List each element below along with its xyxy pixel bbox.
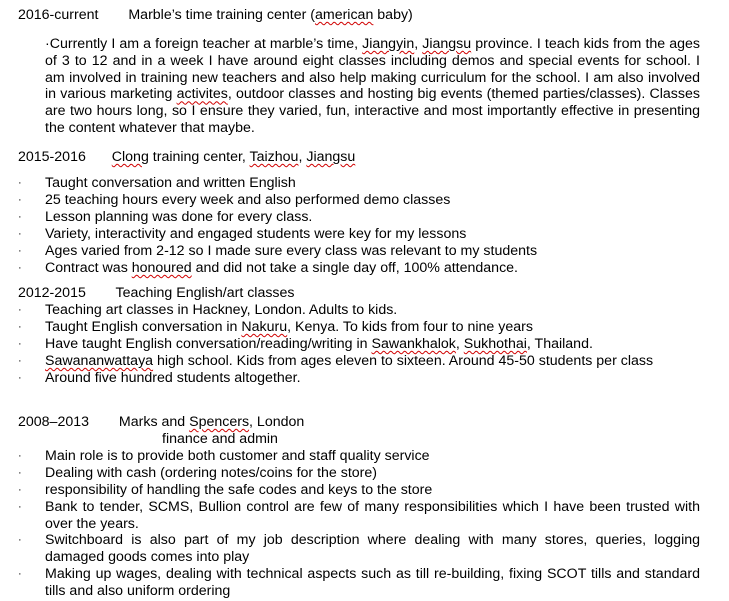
section-2-years: 2015-2016 xyxy=(18,149,86,165)
bullet: · xyxy=(18,501,22,513)
section-2-title-c: Taizhou xyxy=(249,149,299,165)
list-item: Ages varied from 2-12 so I made sure every class was relevant to my students xyxy=(45,243,538,259)
p1-text-a: ·Currently I am a foreign teacher at marble’s time, xyxy=(45,36,363,52)
bullet: · xyxy=(18,372,22,384)
p1-text-c: , xyxy=(414,36,423,52)
item-text-c: high school. Kids from ages eleven to sixteen. Around 45-50 students per class xyxy=(153,353,654,369)
bullet: · xyxy=(18,568,22,580)
list-item: Variety, interactivity and engaged students were key for my lessons xyxy=(45,226,467,242)
section-4-title-b: Spencers xyxy=(189,414,250,430)
section-2-title-d: , xyxy=(298,149,307,165)
list-item: Making up wages, dealing with technical aspects such as till re-building, fixing SCOT tills and standard tills and also uniform ordering xyxy=(45,566,700,599)
bullet: · xyxy=(18,177,22,189)
section-1-title-c: baby) xyxy=(373,7,413,23)
section-3-heading xyxy=(18,285,295,302)
section-4-years: 2008–2013 xyxy=(18,414,90,430)
list-item: Switchboard is also part of my job description where dealing with many stores, queries, logging damaged goods comes into play xyxy=(45,532,700,565)
list-item: Dealing with cash (ordering notes/coins for the store) xyxy=(45,465,377,481)
section-2-title-e: Jiangsu xyxy=(306,149,356,165)
list-item: 25 teaching hours every week and also performed demo classes xyxy=(45,192,451,208)
list-item: Around five hundred students altogether. xyxy=(45,370,301,386)
item-text-b: Sawankhalok xyxy=(371,336,456,352)
item-text-b: Sawananwattaya xyxy=(45,353,154,369)
bullet: · xyxy=(18,534,22,546)
list-item xyxy=(45,319,533,336)
item-text-e: , Thailand. xyxy=(526,336,593,352)
item-text-a: Taught English conversation in xyxy=(45,319,242,335)
bullet: · xyxy=(18,304,22,316)
section-2-title-b: training center, xyxy=(148,149,250,165)
bullet: · xyxy=(18,355,22,367)
bullet: · xyxy=(18,321,22,333)
bullet: · xyxy=(18,484,22,496)
section-4-title-a: Marks and xyxy=(118,414,190,430)
bullet: · xyxy=(18,262,22,274)
item-text-a: Have taught English conversation/reading/writing in xyxy=(45,336,372,352)
list-item xyxy=(45,336,593,353)
section-3-years: 2012-2015 xyxy=(18,285,86,301)
list-item: Teaching art classes in Hackney, London. Adults to kids. xyxy=(45,302,398,318)
bullet: · xyxy=(18,194,22,206)
section-4-subtitle: finance and admin xyxy=(162,431,278,447)
section-1-heading xyxy=(18,7,413,24)
item-text-c: and did not take a single day off, 100% attendance. xyxy=(191,260,518,276)
list-item xyxy=(45,260,518,277)
item-text-d: Sukhothai xyxy=(463,336,527,352)
bullet: · xyxy=(18,211,22,223)
bullet: · xyxy=(18,338,22,350)
bullet: · xyxy=(18,245,22,257)
section-1-paragraph xyxy=(45,36,700,137)
section-4-title-c: , London xyxy=(249,414,305,430)
bullet: · xyxy=(18,467,22,479)
p1-text-g: , outdoor classes and hosting big events (themed parties/classes). Classes are two hours long, so I ensure they varied, fun, interactive and most importantly effective in presenting the content whatever that maybe. xyxy=(45,86,700,136)
section-2-title-a: Clong xyxy=(111,149,149,165)
bullet: · xyxy=(18,228,22,240)
item-text-c: , Kenya. To kids from four to nine years xyxy=(287,319,533,335)
section-4-heading xyxy=(18,414,304,431)
section-3-title: Teaching English/art classes xyxy=(115,285,295,301)
p1-text-d: Jiangsu xyxy=(422,36,472,52)
section-1-title-b: american xyxy=(314,7,374,23)
section-2-heading xyxy=(18,149,355,166)
list-item: responsibility of handling the safe codes and keys to the store xyxy=(45,482,433,498)
section-1-title-a: Marble’s time training center ( xyxy=(128,7,315,23)
p1-text-e: province. I teach kids from the ages of 3 to 12 and in a week I have around eight classes including demos and special events for school. I am involved in training new teachers and also help making curriculum for the school. I am also involved in various marketing xyxy=(45,36,701,103)
list-item xyxy=(45,353,653,370)
list-item: Main role is to provide both customer and staff quality service xyxy=(45,448,430,464)
list-item: Bank to tender, SCMS, Bullion control are few of many responsibilities which I have been trusted with over the years. xyxy=(45,499,700,532)
item-text-b: Nakuru xyxy=(241,319,288,335)
item-text-b: honoured xyxy=(131,260,192,276)
list-item: Lesson planning was done for every class. xyxy=(45,209,313,225)
section-1-years: 2016-current xyxy=(18,7,99,23)
bullet: · xyxy=(18,450,22,462)
item-text-c: , xyxy=(455,336,464,352)
list-item: Taught conversation and written English xyxy=(45,175,296,191)
item-text-a: Contract was xyxy=(45,260,132,276)
p1-text-f: activites xyxy=(176,86,228,103)
p1-text-b: Jiangyin xyxy=(362,36,415,52)
